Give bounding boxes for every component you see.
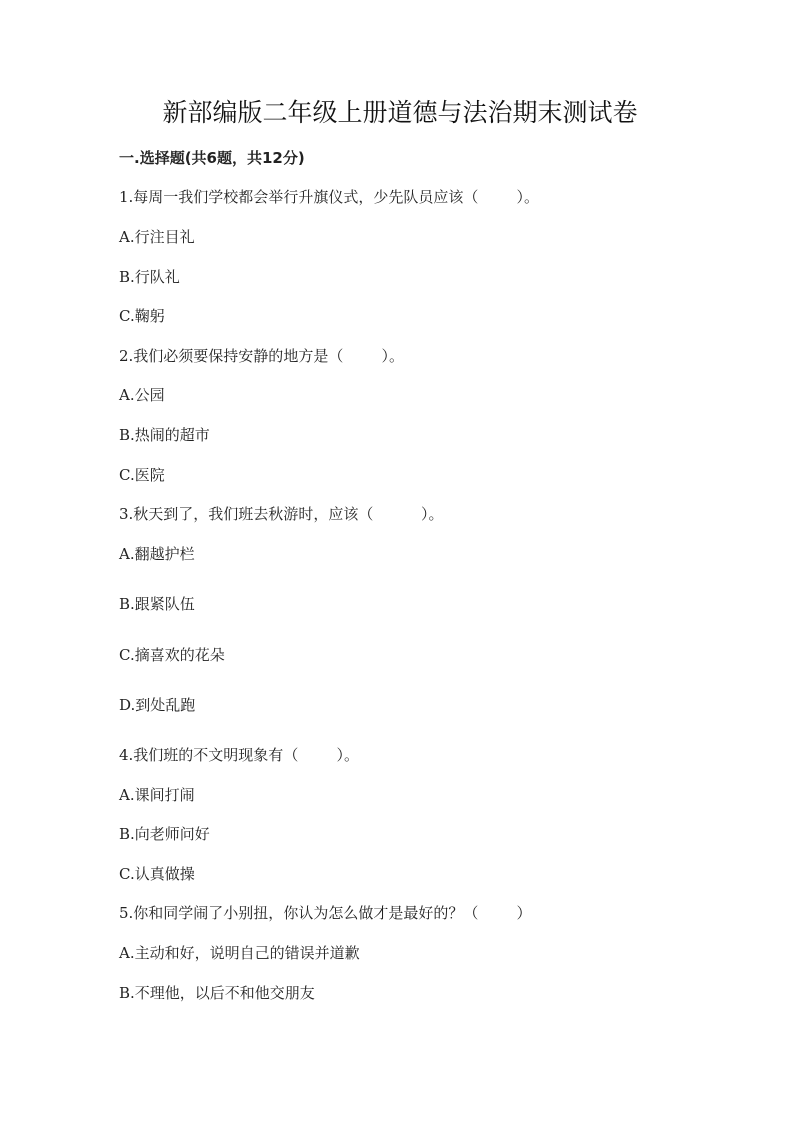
question-3-stem: 3.秋天到了，我们班去秋游时，应该（ ）。 (119, 505, 444, 523)
section-heading: 一.选择题(共6题，共12分) (119, 149, 305, 167)
question-3-option-a: A.翻越护栏 (119, 545, 195, 563)
question-1-stem: 1.每周一我们学校都会举行升旗仪式，少先队员应该（ ）。 (119, 188, 539, 206)
question-3-option-c: C.摘喜欢的花朵 (119, 646, 225, 664)
question-5-option-a: A.主动和好，说明自己的错误并道歉 (119, 944, 360, 962)
question-2-option-b: B.热闹的超市 (119, 426, 210, 444)
question-5-stem: 5.你和同学闹了小别扭，你认为怎么做才是最好的？（ ） (119, 904, 532, 922)
page-title: 新部编版二年级上册道德与法治期末测试卷 (162, 98, 638, 127)
question-3-option-d: D.到处乱跑 (119, 696, 196, 714)
question-4-option-a: A.课间打闹 (119, 786, 195, 804)
question-5-option-b: B.不理他，以后不和他交朋友 (119, 984, 315, 1002)
question-4-option-c: C.认真做操 (119, 865, 195, 883)
question-1-option-a: A.行注目礼 (119, 228, 195, 246)
question-1-option-c: C.鞠躬 (119, 307, 165, 325)
question-2-option-a: A.公园 (119, 386, 165, 404)
question-4-option-b: B.向老师问好 (119, 825, 210, 843)
question-4-stem: 4.我们班的不文明现象有（ ）。 (119, 746, 359, 764)
question-1-option-b: B.行队礼 (119, 268, 180, 286)
question-2-stem: 2.我们必须要保持安静的地方是（ ）。 (119, 347, 404, 365)
question-3-option-b: B.跟紧队伍 (119, 595, 195, 613)
question-2-option-c: C.医院 (119, 466, 165, 484)
